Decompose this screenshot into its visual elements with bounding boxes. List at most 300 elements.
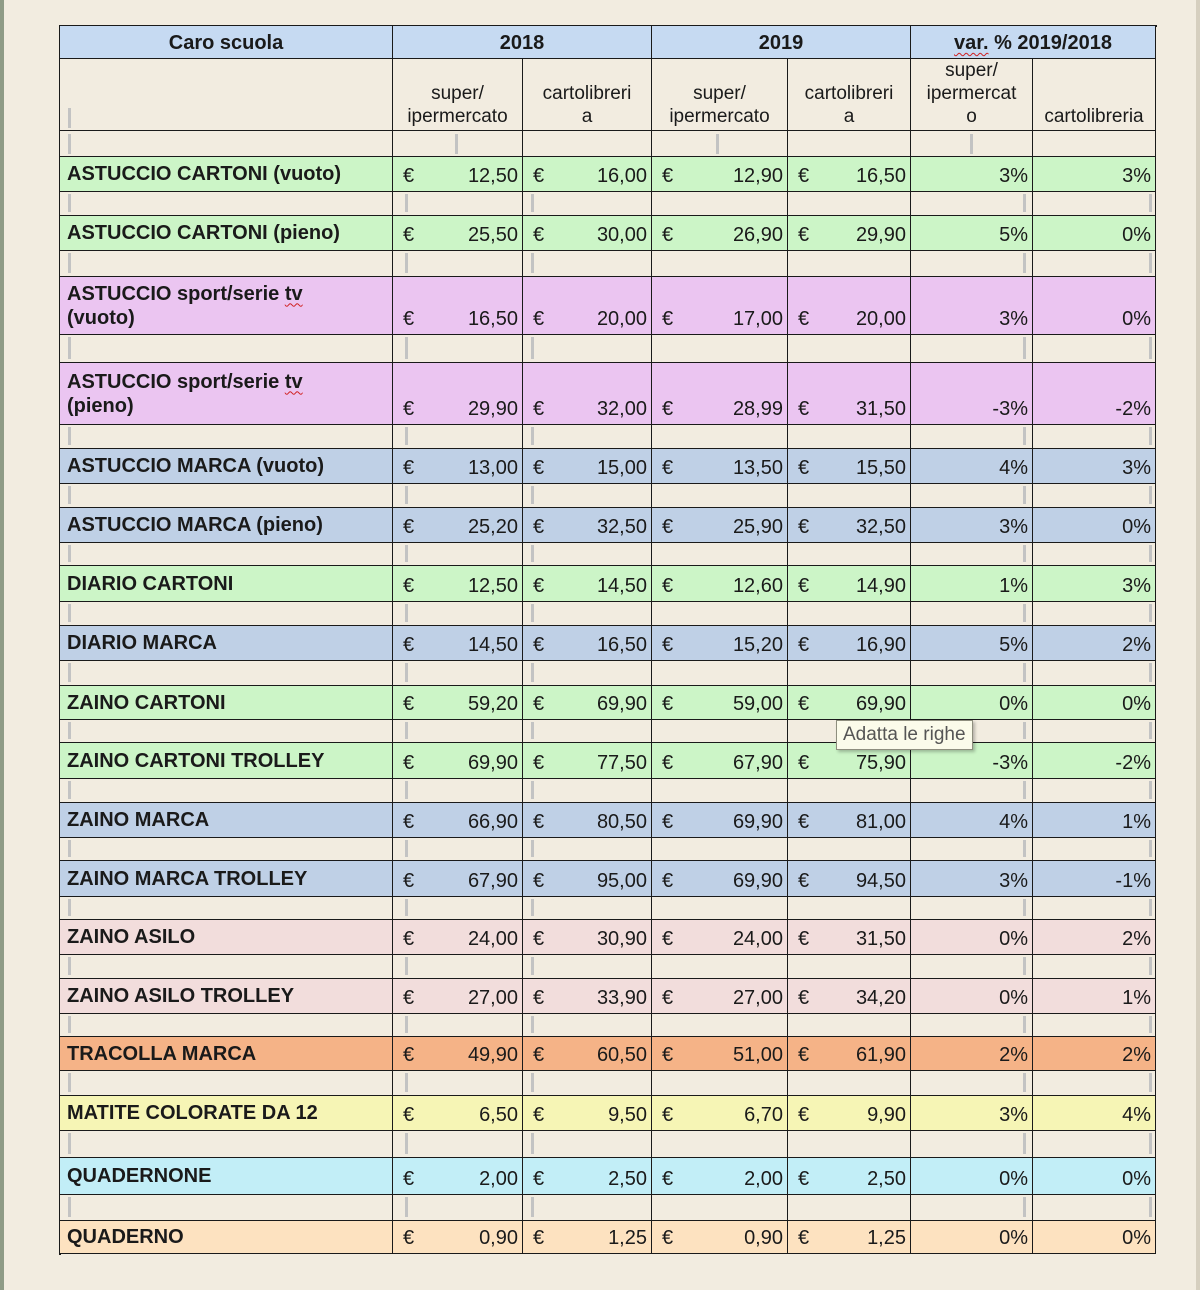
price-value: 24,00: [467, 928, 518, 950]
blank-spacer-cell[interactable]: [393, 720, 523, 743]
row-resize-handle: [405, 840, 408, 857]
blank-spacer-cell[interactable]: [393, 131, 523, 157]
blank-spacer-cell[interactable]: [1033, 602, 1156, 626]
blank-spacer-cell[interactable]: [1033, 838, 1156, 861]
currency-symbol: €: [403, 870, 415, 892]
blank-spacer-cell[interactable]: [788, 251, 911, 277]
item-label-cell[interactable]: [60, 216, 393, 251]
price-cell[interactable]: [652, 508, 788, 543]
price-cell[interactable]: [788, 157, 911, 192]
blank-spacer-cell[interactable]: [652, 897, 788, 920]
blank-spacer-cell[interactable]: [60, 251, 393, 277]
blank-spacer-cell[interactable]: [1033, 1195, 1156, 1221]
blank-spacer-cell[interactable]: [393, 897, 523, 920]
price-cell[interactable]: [523, 277, 652, 335]
price-cell[interactable]: [393, 920, 523, 955]
blank-spacer-cell[interactable]: [911, 661, 1033, 686]
blank-spacer-cell[interactable]: [60, 131, 393, 157]
variation-value: 2%: [1122, 634, 1151, 656]
price-cell[interactable]: [788, 1037, 911, 1071]
price-cell[interactable]: [393, 1096, 523, 1131]
price-cell[interactable]: [652, 920, 788, 955]
blank-spacer-cell[interactable]: [523, 838, 652, 861]
blank-spacer-cell[interactable]: [788, 779, 911, 803]
blank-spacer-cell[interactable]: [652, 543, 788, 566]
item-label-cell[interactable]: [60, 1096, 393, 1131]
blank-spacer-cell[interactable]: [393, 484, 523, 508]
blank-spacer-cell[interactable]: [788, 192, 911, 216]
blank-spacer-cell[interactable]: [523, 335, 652, 363]
price-cell[interactable]: [523, 686, 652, 720]
blank-spacer-cell[interactable]: [393, 661, 523, 686]
price-cell[interactable]: [788, 508, 911, 543]
item-label-cell[interactable]: [60, 363, 393, 425]
price-cell[interactable]: [788, 566, 911, 602]
price-cell[interactable]: [788, 626, 911, 661]
variation-value: 1%: [1122, 987, 1151, 1009]
group-header-cell[interactable]: [652, 26, 911, 59]
price-cell[interactable]: [393, 566, 523, 602]
variation-cell[interactable]: [911, 1096, 1033, 1131]
variation-cell[interactable]: [911, 626, 1033, 661]
column-subheader-cell[interactable]: [1033, 59, 1156, 131]
blank-spacer-cell[interactable]: [393, 1195, 523, 1221]
blank-spacer-cell[interactable]: [652, 131, 788, 157]
price-cell[interactable]: [788, 686, 911, 720]
variation-cell[interactable]: [1033, 277, 1156, 335]
blank-spacer-cell[interactable]: [911, 425, 1033, 449]
blank-spacer-cell[interactable]: [788, 1014, 911, 1037]
item-label: QUADERNO: [67, 1226, 184, 1248]
variation-cell[interactable]: [1033, 1096, 1156, 1131]
variation-cell[interactable]: [1033, 1158, 1156, 1195]
blank-spacer-cell[interactable]: [60, 955, 393, 979]
price-cell[interactable]: [788, 449, 911, 484]
price-cell[interactable]: [652, 363, 788, 425]
price-cell[interactable]: [393, 861, 523, 897]
item-label-cell[interactable]: [60, 1158, 393, 1195]
item-label-cell[interactable]: [60, 449, 393, 484]
column-subheader-cell[interactable]: [652, 59, 788, 131]
blank-spacer-cell[interactable]: [393, 838, 523, 861]
blank-spacer-cell[interactable]: [788, 955, 911, 979]
row-resize-handle: [68, 722, 71, 739]
price-cell[interactable]: [652, 626, 788, 661]
currency-symbol: €: [533, 398, 545, 420]
blank-spacer-cell[interactable]: [788, 1071, 911, 1096]
blank-spacer-cell[interactable]: [911, 779, 1033, 803]
blank-spacer-cell[interactable]: [60, 335, 393, 363]
column-subheader-cell[interactable]: [393, 59, 523, 131]
price-cell[interactable]: [788, 1158, 911, 1195]
variation-cell[interactable]: [1033, 216, 1156, 251]
price-cell[interactable]: [788, 216, 911, 251]
blank-spacer-cell[interactable]: [788, 1195, 911, 1221]
blank-spacer-cell[interactable]: [60, 602, 393, 626]
blank-spacer-cell[interactable]: [652, 335, 788, 363]
blank-spacer-cell[interactable]: [1033, 335, 1156, 363]
price-cell[interactable]: [393, 1221, 523, 1254]
price-cell[interactable]: [393, 508, 523, 543]
blank-spacer-cell[interactable]: [1033, 1131, 1156, 1158]
item-label: ZAINO MARCA: [67, 809, 210, 831]
price-cell[interactable]: [523, 449, 652, 484]
price-cell[interactable]: [788, 979, 911, 1014]
blank-spacer-cell[interactable]: [393, 335, 523, 363]
price-value: 81,00: [855, 811, 906, 833]
price-cell[interactable]: [652, 449, 788, 484]
window-right-edge: [1196, 0, 1200, 1290]
currency-symbol: €: [403, 634, 415, 656]
variation-cell[interactable]: [1033, 920, 1156, 955]
blank-spacer-cell[interactable]: [60, 543, 393, 566]
item-label-cell[interactable]: [60, 566, 393, 602]
item-label-cell[interactable]: [60, 1037, 393, 1071]
blank-spacer-cell[interactable]: [523, 131, 652, 157]
blank-spacer-cell[interactable]: [60, 838, 393, 861]
item-label-cell[interactable]: [60, 508, 393, 543]
row-resize-handle: [68, 1133, 71, 1154]
price-cell[interactable]: [652, 566, 788, 602]
group-header-cell[interactable]: [911, 26, 1156, 59]
blank-spacer-cell[interactable]: [652, 1195, 788, 1221]
blank-spacer-cell[interactable]: [1033, 425, 1156, 449]
variation-cell[interactable]: [911, 216, 1033, 251]
item-label-cell[interactable]: [60, 979, 393, 1014]
blank-spacer-cell[interactable]: [60, 425, 393, 449]
price-cell[interactable]: [393, 626, 523, 661]
row-resize-handle: [531, 663, 534, 682]
blank-spacer-cell[interactable]: [1033, 251, 1156, 277]
blank-spacer-cell[interactable]: [652, 779, 788, 803]
currency-symbol: €: [403, 308, 415, 330]
price-value: 27,00: [467, 987, 518, 1009]
blank-spacer-cell[interactable]: [1033, 897, 1156, 920]
blank-spacer-cell[interactable]: [911, 838, 1033, 861]
blank-spacer-cell[interactable]: [523, 955, 652, 979]
row-resize-handle: [1149, 604, 1152, 622]
blank-spacer-cell[interactable]: [652, 1071, 788, 1096]
blank-spacer-cell[interactable]: [523, 720, 652, 743]
variation-cell[interactable]: [911, 1158, 1033, 1195]
price-cell[interactable]: [393, 979, 523, 1014]
variation-cell[interactable]: [1033, 861, 1156, 897]
item-label-cell[interactable]: [60, 861, 393, 897]
price-cell[interactable]: [523, 363, 652, 425]
price-cell[interactable]: [523, 979, 652, 1014]
blank-spacer-cell[interactable]: [393, 251, 523, 277]
blank-spacer-cell[interactable]: [788, 838, 911, 861]
blank-spacer-cell[interactable]: [652, 192, 788, 216]
price-cell[interactable]: [652, 1037, 788, 1071]
price-cell[interactable]: [788, 1221, 911, 1254]
blank-spacer-cell[interactable]: [788, 897, 911, 920]
price-cell[interactable]: [788, 1096, 911, 1131]
variation-cell[interactable]: [1033, 449, 1156, 484]
blank-spacer-cell[interactable]: [393, 1014, 523, 1037]
price-value: 2,00: [744, 1168, 783, 1190]
blank-spacer-cell[interactable]: [1033, 484, 1156, 508]
blank-spacer-cell[interactable]: [1033, 131, 1156, 157]
price-cell[interactable]: [788, 920, 911, 955]
price-cell[interactable]: [652, 743, 788, 779]
variation-cell[interactable]: [911, 803, 1033, 838]
price-cell[interactable]: [788, 803, 911, 838]
price-cell[interactable]: [523, 861, 652, 897]
table-title-cell[interactable]: [60, 26, 393, 59]
price-cell[interactable]: [393, 449, 523, 484]
blank-spacer-cell[interactable]: [652, 484, 788, 508]
blank-spacer-cell[interactable]: [523, 661, 652, 686]
price-cell[interactable]: [788, 277, 911, 335]
blank-spacer-cell[interactable]: [788, 543, 911, 566]
blank-spacer-cell[interactable]: [652, 955, 788, 979]
blank-spacer-cell[interactable]: [393, 425, 523, 449]
variation-cell[interactable]: [911, 157, 1033, 192]
price-cell[interactable]: [393, 743, 523, 779]
blank-spacer-cell[interactable]: [393, 955, 523, 979]
blank-spacer-cell[interactable]: [60, 1071, 393, 1096]
variation-cell[interactable]: [1033, 1221, 1156, 1254]
blank-spacer-cell[interactable]: [788, 131, 911, 157]
variation-cell[interactable]: [1033, 803, 1156, 838]
variation-value: 2%: [1122, 928, 1151, 950]
price-cell[interactable]: [652, 803, 788, 838]
item-label-cell[interactable]: [60, 626, 393, 661]
blank-spacer-cell[interactable]: [652, 251, 788, 277]
variation-cell[interactable]: [1033, 743, 1156, 779]
blank-spacer-cell[interactable]: [788, 1131, 911, 1158]
column-subheader-cell[interactable]: [911, 59, 1033, 131]
blank-spacer-cell[interactable]: [393, 192, 523, 216]
price-cell[interactable]: [393, 277, 523, 335]
item-label-cell[interactable]: [60, 277, 393, 335]
variation-cell[interactable]: [911, 861, 1033, 897]
price-cell[interactable]: [393, 1037, 523, 1071]
price-cell[interactable]: [652, 686, 788, 720]
blank-spacer-cell[interactable]: [652, 425, 788, 449]
price-cell[interactable]: [523, 216, 652, 251]
blank-spacer-cell[interactable]: [60, 484, 393, 508]
blank-spacer-cell[interactable]: [911, 1131, 1033, 1158]
item-label-cell[interactable]: [60, 157, 393, 192]
price-cell[interactable]: [393, 803, 523, 838]
row-resize-handle: [531, 427, 534, 445]
price-cell[interactable]: [523, 1096, 652, 1131]
row-resize-handle: [405, 957, 408, 975]
variation-cell[interactable]: [911, 277, 1033, 335]
row-resize-handle: [68, 663, 71, 682]
blank-spacer-cell[interactable]: [60, 779, 393, 803]
price-cell[interactable]: [523, 803, 652, 838]
price-cell[interactable]: [523, 1037, 652, 1071]
row-resize-handle: [68, 957, 71, 975]
variation-cell[interactable]: [1033, 979, 1156, 1014]
blank-spacer-cell[interactable]: [523, 1014, 652, 1037]
variation-cell[interactable]: [1033, 157, 1156, 192]
price-cell[interactable]: [652, 861, 788, 897]
variation-cell[interactable]: [1033, 508, 1156, 543]
spellcheck-word: tv: [284, 282, 303, 305]
price-cell[interactable]: [393, 216, 523, 251]
blank-spacer-cell[interactable]: [652, 661, 788, 686]
blank-spacer-cell[interactable]: [1033, 1071, 1156, 1096]
blank-spacer-cell[interactable]: [911, 1195, 1033, 1221]
blank-spacer-cell[interactable]: [60, 897, 393, 920]
price-cell[interactable]: [788, 363, 911, 425]
price-cell[interactable]: [652, 1096, 788, 1131]
blank-spacer-cell[interactable]: [1033, 543, 1156, 566]
blank-spacer-cell[interactable]: [911, 251, 1033, 277]
price-cell[interactable]: [652, 1221, 788, 1254]
currency-symbol: €: [533, 457, 545, 479]
currency-symbol: €: [662, 1104, 674, 1126]
blank-spacer-cell[interactable]: [1033, 955, 1156, 979]
blank-spacer-cell[interactable]: [1033, 661, 1156, 686]
variation-cell[interactable]: [1033, 1037, 1156, 1071]
blank-spacer-cell[interactable]: [911, 484, 1033, 508]
blank-spacer-cell[interactable]: [788, 335, 911, 363]
blank-spacer-cell[interactable]: [652, 1131, 788, 1158]
variation-cell[interactable]: [911, 566, 1033, 602]
price-cell[interactable]: [523, 1158, 652, 1195]
price-cell[interactable]: [523, 157, 652, 192]
variation-cell[interactable]: [911, 686, 1033, 720]
blank-spacer-cell[interactable]: [911, 543, 1033, 566]
price-cell[interactable]: [523, 1221, 652, 1254]
price-cell[interactable]: [788, 861, 911, 897]
price-value: 14,90: [855, 575, 906, 597]
row-resize-handle: [1149, 1073, 1152, 1092]
blank-spacer-cell[interactable]: [652, 1014, 788, 1037]
blank-spacer-cell[interactable]: [911, 602, 1033, 626]
item-label-cell[interactable]: [60, 686, 393, 720]
price-cell[interactable]: [652, 216, 788, 251]
variation-cell[interactable]: [1033, 686, 1156, 720]
item-label-cell[interactable]: [60, 920, 393, 955]
blank-spacer-cell[interactable]: [788, 661, 911, 686]
variation-cell[interactable]: [911, 449, 1033, 484]
row-resize-handle: [1023, 957, 1026, 975]
blank-spacer-cell[interactable]: [788, 425, 911, 449]
variation-cell[interactable]: [911, 979, 1033, 1014]
blank-spacer-cell[interactable]: [652, 602, 788, 626]
variation-cell[interactable]: [911, 1221, 1033, 1254]
blank-spacer-cell[interactable]: [911, 955, 1033, 979]
price-cell[interactable]: [523, 743, 652, 779]
blank-spacer-cell[interactable]: [523, 543, 652, 566]
blank-spacer-cell[interactable]: [393, 779, 523, 803]
price-value: 25,50: [467, 224, 518, 246]
blank-spacer-cell[interactable]: [60, 661, 393, 686]
blank-spacer-cell[interactable]: [523, 484, 652, 508]
price-cell[interactable]: [393, 157, 523, 192]
column-subheader-cell[interactable]: [788, 59, 911, 131]
row-resize-handle: [1023, 1197, 1026, 1217]
price-cell[interactable]: [652, 277, 788, 335]
variation-cell[interactable]: [911, 920, 1033, 955]
blank-spacer-cell[interactable]: [1033, 779, 1156, 803]
price-value: 28,99: [732, 398, 783, 420]
blank-spacer-cell[interactable]: [393, 602, 523, 626]
currency-symbol: €: [798, 165, 810, 187]
item-label-cell[interactable]: [60, 743, 393, 779]
blank-spacer-cell[interactable]: [393, 1131, 523, 1158]
blank-spacer-cell[interactable]: [60, 1131, 393, 1158]
variation-cell[interactable]: [1033, 626, 1156, 661]
price-value: 31,50: [855, 928, 906, 950]
price-cell[interactable]: [652, 979, 788, 1014]
blank-spacer-cell[interactable]: [652, 838, 788, 861]
price-cell[interactable]: [652, 1158, 788, 1195]
item-label-cell[interactable]: [60, 1221, 393, 1254]
blank-spacer-cell[interactable]: [523, 192, 652, 216]
variation-cell[interactable]: [911, 363, 1033, 425]
blank-spacer-cell[interactable]: [60, 720, 393, 743]
blank-spacer-cell[interactable]: [60, 192, 393, 216]
price-cell[interactable]: [523, 566, 652, 602]
blank-spacer-cell[interactable]: [523, 425, 652, 449]
row-resize-handle: [1023, 253, 1026, 273]
blank-spacer-cell[interactable]: [911, 1014, 1033, 1037]
variation-cell[interactable]: [1033, 363, 1156, 425]
blank-spacer-cell[interactable]: [911, 897, 1033, 920]
blank-spacer-cell[interactable]: [393, 1071, 523, 1096]
blank-spacer-cell[interactable]: [1033, 720, 1156, 743]
price-cell[interactable]: [523, 508, 652, 543]
price-cell[interactable]: [393, 686, 523, 720]
variation-cell[interactable]: [911, 1037, 1033, 1071]
price-cell[interactable]: [523, 626, 652, 661]
group-header-cell[interactable]: [393, 26, 652, 59]
blank-spacer-cell[interactable]: [911, 1071, 1033, 1096]
blank-spacer-cell[interactable]: [523, 251, 652, 277]
blank-spacer-cell[interactable]: [1033, 1014, 1156, 1037]
row-resize-handle: [1149, 427, 1152, 445]
price-cell[interactable]: [652, 157, 788, 192]
blank-spacer-cell[interactable]: [60, 1014, 393, 1037]
blank-spacer-cell[interactable]: [523, 1195, 652, 1221]
blank-spacer-cell[interactable]: [788, 484, 911, 508]
currency-symbol: €: [662, 752, 674, 774]
variation-value: -1%: [1115, 870, 1151, 892]
row-resize-handle: [405, 781, 408, 799]
item-label-cell[interactable]: [60, 803, 393, 838]
variation-value: 0%: [1122, 516, 1151, 538]
blank-spacer-cell[interactable]: [788, 602, 911, 626]
blank-spacer-cell[interactable]: [523, 897, 652, 920]
blank-spacer-cell[interactable]: [911, 335, 1033, 363]
blank-spacer-cell[interactable]: [523, 779, 652, 803]
blank-spacer-cell[interactable]: [523, 602, 652, 626]
price-cell[interactable]: [393, 363, 523, 425]
currency-symbol: €: [798, 1168, 810, 1190]
variation-cell[interactable]: [1033, 566, 1156, 602]
currency-symbol: €: [662, 165, 674, 187]
blank-spacer-cell[interactable]: [911, 192, 1033, 216]
column-subheader-cell[interactable]: [523, 59, 652, 131]
blank-spacer-cell[interactable]: [60, 1195, 393, 1221]
blank-spacer-cell[interactable]: [1033, 192, 1156, 216]
price-cell[interactable]: [523, 920, 652, 955]
blank-spacer-cell[interactable]: [652, 720, 788, 743]
blank-spacer-cell[interactable]: [523, 1071, 652, 1096]
price-cell[interactable]: [393, 1158, 523, 1195]
variation-cell[interactable]: [911, 508, 1033, 543]
blank-spacer-cell[interactable]: [523, 1131, 652, 1158]
blank-spacer-cell[interactable]: [393, 543, 523, 566]
subheader-blank-cell[interactable]: [60, 59, 393, 131]
